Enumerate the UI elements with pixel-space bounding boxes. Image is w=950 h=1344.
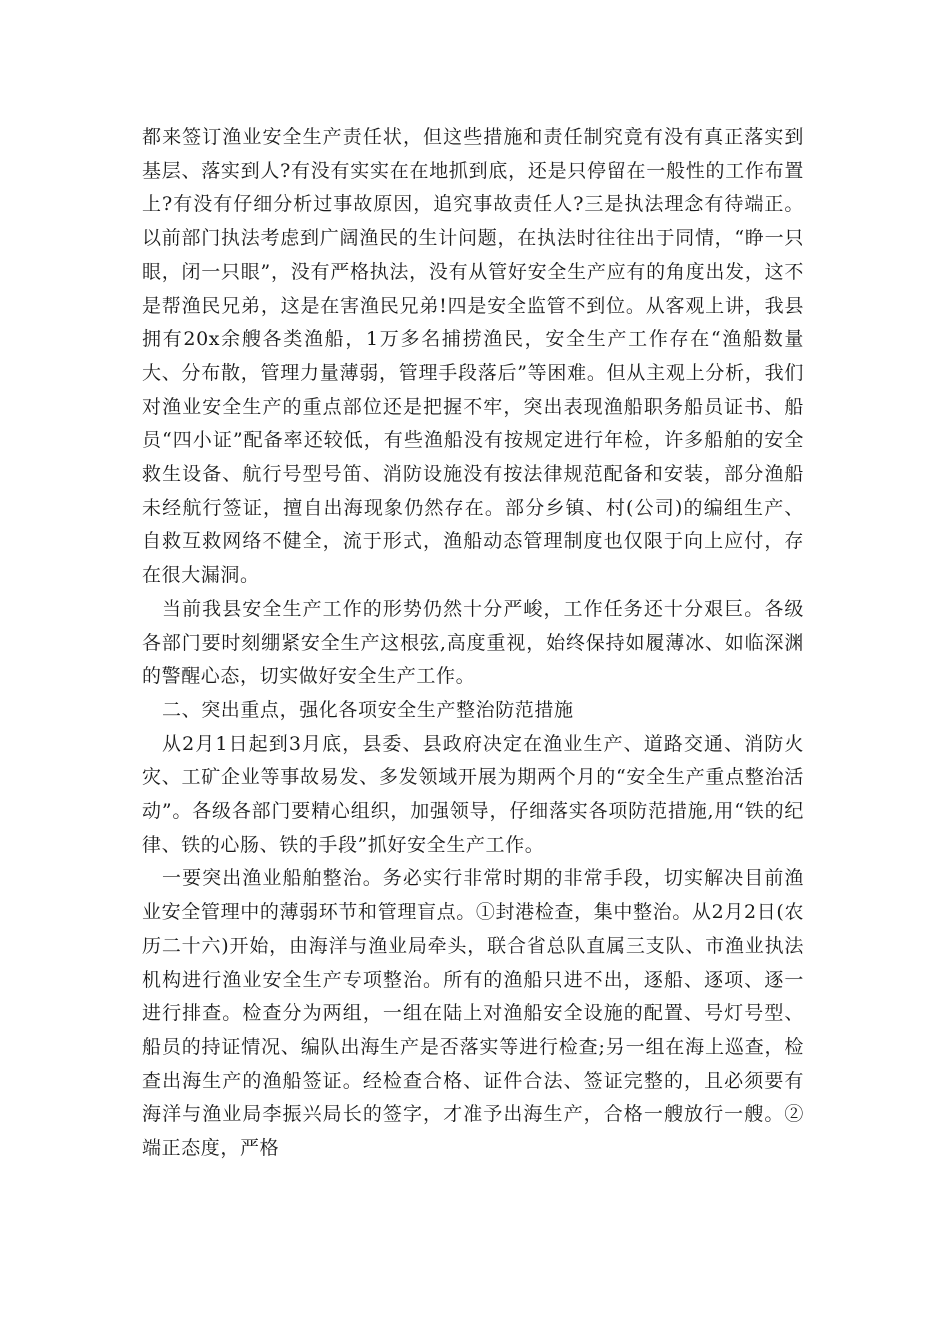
- paragraph-3: 从2月1日起到3月底，县委、县政府决定在渔业生产、道路交通、消防火灾、工矿企业等事故易发、多发领域开展为期两个月的“安全生产重点整治活动”。各级各部门要精心组织，加强领导，仔细落实各项防范措施,用“铁的纪律、铁的心肠、铁的手段”抓好安全生产工作。: [142, 732, 804, 856]
- paragraph-1: 都来签订渔业安全生产责任状，但这些措施和责任制究竟有没有真正落实到基层、落实到人?有没有实实在在地抓到底，还是只停留在一般性的工作布置上?有没有仔细分析过事故原因，追究事故责任人?三是执法理念有待端正。以前部门执法考虑到广阔渔民的生计问题，在执法时往往出于同情，“睁一只眼，闭一只眼”，没有严格执法，没有从管好安全生产应有的角度出发，这不是帮渔民兄弟，这是在害渔民兄弟!四是安全监管不到位。从客观上讲，我县拥有20x余艘各类渔船，1万多名捕捞渔民，安全生产工作存在“渔船数量大、分布散，管理力量薄弱，管理手段落后”等困难。但从主观上分析，我们对渔业安全生产的重点部位还是把握不牢，突出表现渔船职务船员证书、船员“四小证”配备率还较低，有些渔船没有按规定进行年检，许多船舶的安全救生设备、航行号型号笛、消防设施没有按法律规范配备和安装，部分渔船未经航行签证，擅自出海现象仍然存在。部分乡镇、村(公司)的编组生产、自救互救网络不健全，流于形式，渔船动态管理制度也仅限于向上应付，存在很大漏洞。: [142, 126, 804, 587]
- document-body: [142, 121, 804, 1166]
- paragraph-2: 当前我县安全生产工作的形势仍然十分严峻，工作任务还十分艰巨。各级各部门要时刻绷紧安全生产这根弦,高度重视，始终保持如履薄冰、如临深渊的警醒心态，切实做好安全生产工作。: [142, 597, 804, 688]
- section-heading-2: 二、突出重点，强化各项安全生产整治防范措施: [162, 698, 574, 721]
- paragraph-4: 一要突出渔业船舶整治。务必实行非常时期的非常手段，切实解决目前渔业安全管理中的薄弱环节和管理盲点。①封港检查，集中整治。从2月2日(农历二十六)开始，由海洋与渔业局牵头，联合省总队直属三支队、市渔业执法机构进行渔业安全生产专项整治。所有的渔船只进不出，逐船、逐项、逐一进行排查。检查分为两组，一组在陆上对渔船安全设施的配置、号灯号型、船员的持证情况、编队出海生产是否落实等进行检查;另一组在海上巡查，检查出海生产的渔船签证。经检查合格、证件合法、签证完整的，且必须要有海洋与渔业局李振兴局长的签字，才准予出海生产，合格一艘放行一艘。②端正态度，严格: [142, 867, 804, 1160]
